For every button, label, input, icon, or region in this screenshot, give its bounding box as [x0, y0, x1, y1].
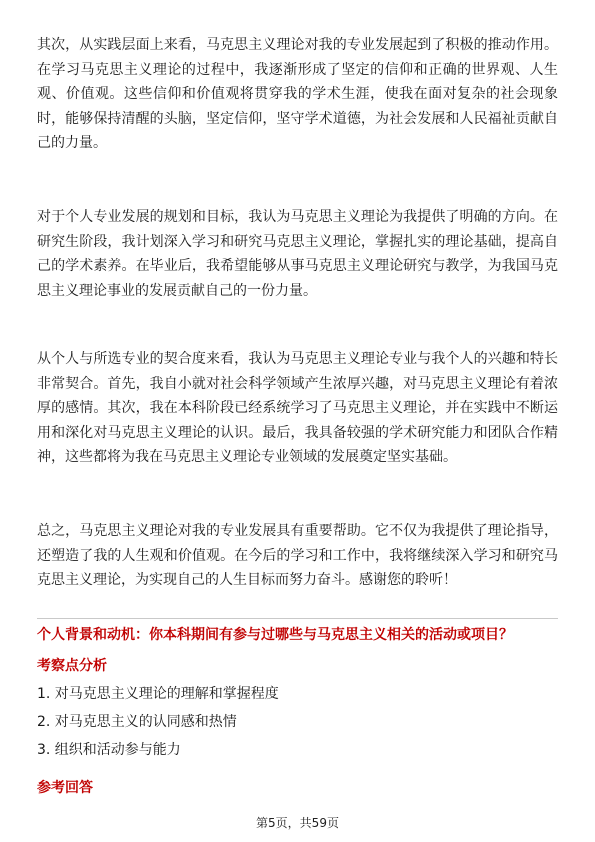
reference-answer-heading: 参考回答: [37, 780, 93, 796]
body-paragraph: 其次，从实践层面上来看，马克思主义理论对我的专业发展起到了积极的推动作用。在学习马克思主义理论的过程中，我逐渐形成了坚定的信仰和正确的世界观、人生观、价值观。这些信仰和价值观将贯穿我的学术生涯，使我在面对复杂的社会现象时，能够保持清醒的头脑，坚定信仰，坚守学术道德，为社会发展和人民福祉贡献自己的力量。: [37, 37, 558, 151]
analysis-point: 3. 组织和活动参与能力: [37, 742, 181, 758]
interview-question: 个人背景和动机：你本科期间有参与过哪些与马克思主义相关的活动或项目？: [37, 627, 513, 643]
body-paragraph: 从个人与所选专业的契合度来看，我认为马克思主义理论专业与我个人的兴趣和特长非常契合。首先，我自小就对社会科学领域产生浓厚兴趣，对马克思主义理论有着浓厚的感情。其次，我在本科阶段已经系统学习了马克思主义理论，并在实践中不断运用和深化对马克思主义理论的认识。最后，我具备较强的学术研究能力和团队合作精神，这些都将为我在马克思主义理论专业领域的发展奠定坚实基础。: [37, 351, 558, 465]
body-paragraph: 对于个人专业发展的规划和目标，我认为马克思主义理论为我提供了明确的方向。在研究生阶段，我计划深入学习和研究马克思主义理论，掌握扎实的理论基础，提高自己的学术素养。在毕业后，我希望能够从事马克思主义理论研究与教学，为我国马克思主义理论事业的发展贡献自己的一份力量。: [37, 209, 558, 299]
analysis-heading: 考察点分析: [37, 658, 107, 674]
section-divider: [37, 618, 558, 619]
page-number-footer: 第5页，共59页: [256, 816, 339, 830]
analysis-point: 2. 对马克思主义的认同感和热情: [37, 714, 237, 730]
body-paragraph: 总之，马克思主义理论对我的专业发展具有重要帮助。它不仅为我提供了理论指导，还塑造了我的人生观和价值观。在今后的学习和工作中，我将继续深入学习和研究马克思主义理论，为实现自己的人生目标而努力奋斗。感谢您的聆听！: [37, 523, 558, 588]
analysis-point: 1. 对马克思主义理论的理解和掌握程度: [37, 686, 279, 702]
